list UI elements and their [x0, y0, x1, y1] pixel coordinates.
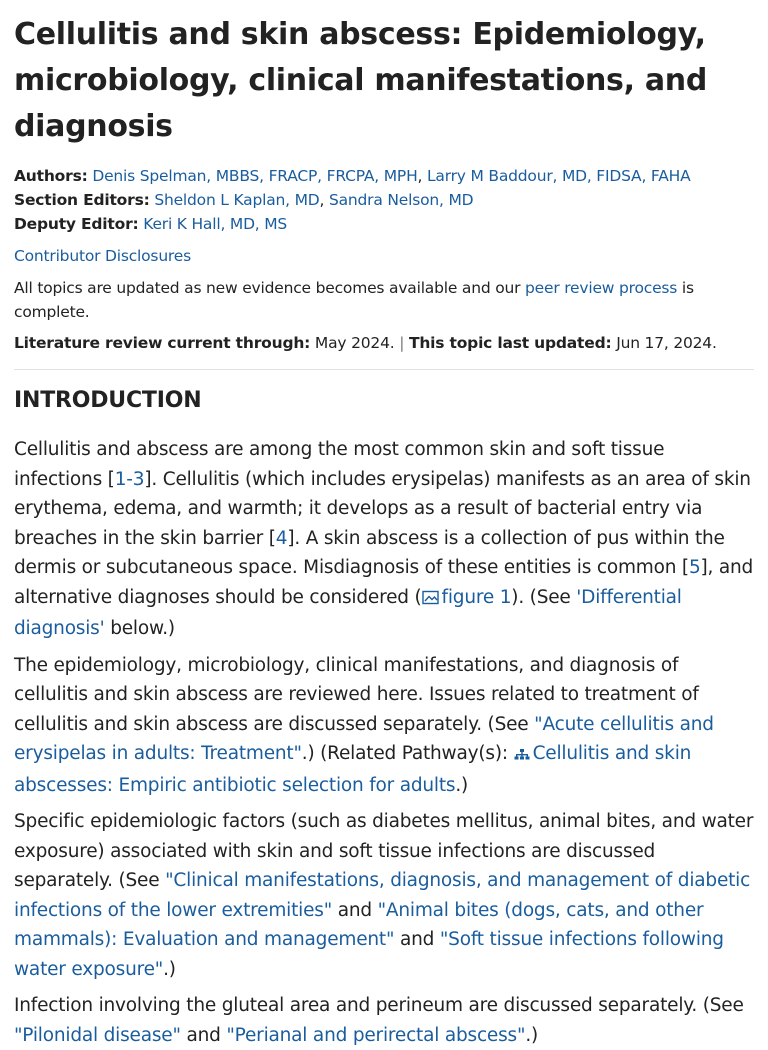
paragraph-2: The epidemiology, microbiology, clinical manifestations, and diagnosis of cellulitis and skin abscess are reviewed here. Issues related to treatment of cellulitis and skin abscess are discussed separately. (See "Acute cellulitis and erysipelas in adults: Treatment".) (Related Pathway(s): Cellulitis and skin abscesses: Empiric antibiotic selection for adults.): [14, 654, 714, 796]
deputy-editor-link[interactable]: Keri K Hall, MD, MS: [143, 215, 288, 233]
pathway-icon: [514, 741, 530, 771]
section-heading: INTRODUCTION: [14, 388, 202, 413]
authors-label: Authors:: [14, 167, 88, 185]
differential-diagnosis-link[interactable]: 'Differential diagnosis': [14, 586, 682, 639]
deputy-editor-line: [14, 212, 754, 236]
literature-review-label: Literature review current through:: [14, 334, 311, 352]
animal-bites-link[interactable]: "Animal bites (dogs, cats, and other mammals): Evaluation and management": [14, 899, 704, 950]
last-updated-label: This topic last updated:: [408, 334, 612, 352]
section-divider: [14, 369, 754, 370]
authors-line: Authors: Denis Spelman, MBBS, FRACP, FRCPA, MPH, Larry M Baddour, MD, FIDSA, FAHA: [14, 167, 691, 185]
section-editors-label: Section Editors:: [14, 191, 150, 209]
editor-link-kaplan[interactable]: Sheldon L Kaplan, MD: [154, 191, 320, 209]
reference-link-5[interactable]: 5: [688, 557, 701, 578]
paragraph-4: Infection involving the gluteal area and perineum are discussed separately. (See "Pilonidal disease" and "Perianal and perirectal abscess".): [14, 995, 744, 1046]
water-exposure-link[interactable]: "Soft tissue infections following water exposure": [14, 929, 724, 980]
pilonidal-disease-link[interactable]: "Pilonidal disease": [14, 1024, 181, 1046]
divider-bar: |: [399, 334, 405, 352]
literature-review-date: May 2024.: [314, 334, 395, 352]
author-link-baddour[interactable]: Larry M Baddour, MD, FIDSA, FAHA: [427, 167, 691, 185]
disclosures-row: [14, 244, 754, 268]
peer-review-link[interactable]: peer review process: [525, 279, 678, 297]
review-dates: [14, 331, 754, 355]
article-title: Cellulitis and skin abscess: Epidemiology, microbiology, clinical manifestations, and diagnosis: [14, 17, 708, 144]
author-link-spelman[interactable]: Denis Spelman, MBBS, FRACP, FRCPA, MPH: [92, 167, 418, 185]
section-editors-line: Section Editors: Sheldon L Kaplan, MD, Sandra Nelson, MD: [14, 191, 474, 209]
treatment-topic-link[interactable]: "Acute cellulitis and erysipelas in adults: Treatment": [14, 713, 714, 764]
contributor-disclosures-link[interactable]: Contributor Disclosures: [14, 247, 191, 265]
image-icon: [422, 585, 439, 615]
editor-link-nelson[interactable]: Sandra Nelson, MD: [328, 191, 474, 209]
last-updated-date: Jun 17, 2024.: [616, 334, 717, 352]
pathway-link[interactable]: Cellulitis and skin abscesses: Empiric antibiotic selection for adults: [14, 743, 692, 796]
reference-link-4[interactable]: 4: [275, 527, 288, 549]
paragraph-3: Specific epidemiologic factors (such as diabetes mellitus, animal bites, and water exposure) associated with skin and soft tissue infections are discussed separately. (See "Clinical manifestations, diagnosis, and management of diabetic infections of the lower extremities" and "Animal bites (dogs, cats, and other mammals): Evaluation and management" and "Soft tissue infections following water exposure".): [14, 811, 754, 980]
perianal-abscess-link[interactable]: "Perianal and perirectal abscess": [226, 1024, 526, 1046]
deputy-editor-label: Deputy Editor:: [14, 215, 139, 233]
reference-link-1-3[interactable]: 1-3: [114, 468, 145, 490]
paragraph-1: Cellulitis and abscess are among the most common skin and soft tissue infections [1-3]. Cellulitis (which includes erysipelas) manifests as an area of skin erythema, edema, and warmth; it develops as a result of bacterial entry via breaches in the skin barrier [4]. A skin abscess is a collection of pus within the dermis or subcutaneous space. Misdiagnosis of these entities is common [5], and alternative diagnoses should be considered ( figure 1). (See 'Differential diagnosis' below.): [14, 439, 754, 639]
diabetic-infections-link[interactable]: "Clinical manifestations, diagnosis, and management of diabetic infections of the lower extremities": [14, 870, 751, 921]
update-notice: All topics are updated as new evidence becomes available and our peer review process is complete.: [14, 279, 694, 321]
figure-link[interactable]: figure 1: [422, 587, 512, 608]
